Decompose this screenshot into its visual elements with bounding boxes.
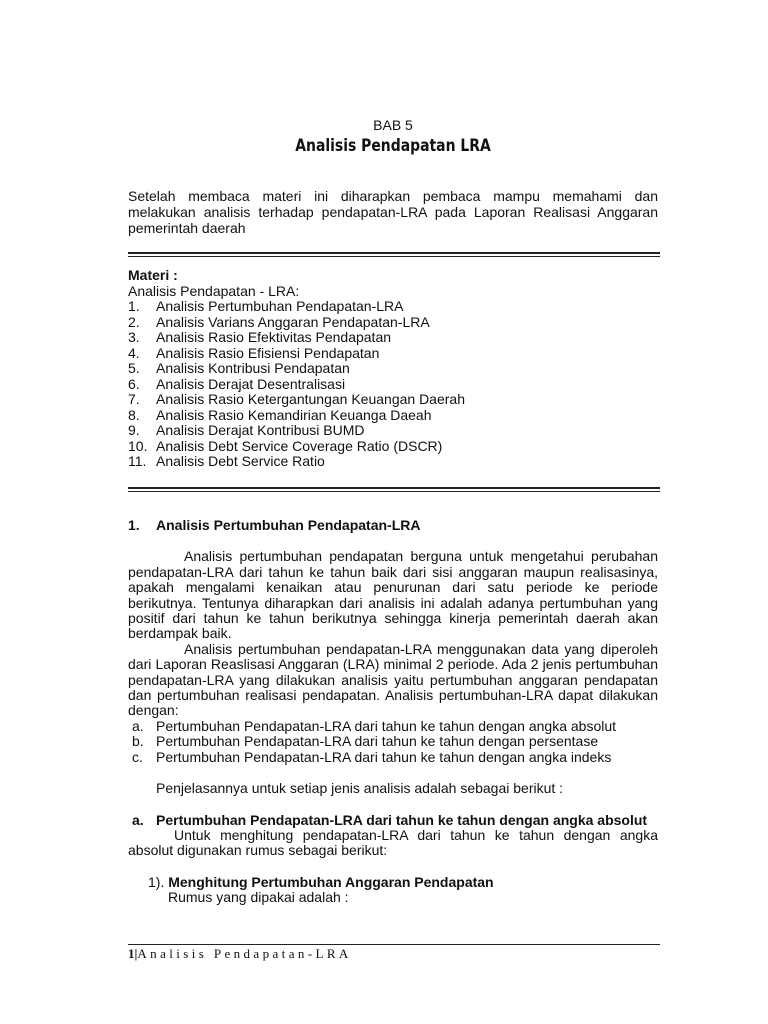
- list-number: 3.: [128, 329, 140, 345]
- list-item: [128, 330, 658, 346]
- list-item: [128, 377, 658, 393]
- subsection-title: Pertumbuhan Pendapatan-LRA dari tahun ke tahun dengan angka absolut: [156, 811, 648, 828]
- list-text: Analisis Derajat Kontribusi BUMD: [156, 422, 365, 438]
- page-number: 1: [128, 946, 135, 961]
- subsection-letter: a.: [132, 811, 144, 828]
- section-title: Analisis Pertumbuhan Pendapatan-LRA: [156, 517, 421, 533]
- page-title: Analisis Pendapatan LRA: [295, 136, 491, 156]
- section-heading: [128, 518, 658, 533]
- list-number: 6.: [128, 375, 140, 392]
- list-number: 1.: [128, 298, 140, 314]
- section-number: 1.: [128, 517, 140, 533]
- double-rule-bottom: [128, 487, 660, 492]
- list-number: 11.: [128, 453, 147, 469]
- list-text: Analisis Rasio Kemandirian Keuanga Daeah: [156, 406, 432, 423]
- list-item: [128, 454, 658, 470]
- list-text: Analisis Debt Service Ratio: [156, 453, 325, 469]
- list-item: [128, 346, 658, 362]
- list-item: [128, 734, 658, 749]
- list-text: Pertumbuhan Pendapatan-LRA dari tahun ke tahun dengan persentase: [156, 733, 599, 750]
- subsection-heading: [128, 813, 658, 828]
- footer-rule: [128, 944, 660, 945]
- list-number: 8.: [128, 406, 140, 423]
- list-text: Analisis Varians Anggaran Pendapatan-LRA: [156, 313, 430, 330]
- list-number: 2.: [128, 313, 140, 330]
- list-text: Analisis Rasio Efisiensi Pendapatan: [156, 344, 380, 361]
- subsection-text: Untuk menghitung pendapatan-LRA dari tahun ke tahun dengan angka absolut digunakan rumus sebagai berikut:: [128, 826, 658, 859]
- materi-subheading: Analisis Pendapatan - LRA:: [128, 282, 300, 299]
- list-item: [128, 299, 658, 315]
- list-text: Pertumbuhan Pendapatan-LRA dari tahun ke tahun dengan angka indeks: [156, 748, 612, 765]
- formula-title: Menghitung Pertumbuhan Anggaran Pendapatan: [168, 873, 494, 890]
- list-number: 9.: [128, 422, 140, 438]
- formula-heading: [128, 875, 658, 890]
- list-text: Analisis Derajat Desentralisasi: [156, 375, 346, 392]
- list-item: [128, 315, 658, 331]
- list-text: Analisis Rasio Efektivitas Pendapatan: [156, 329, 392, 345]
- list-item: [128, 719, 658, 734]
- list-number: 7.: [128, 391, 140, 407]
- list-text: Analisis Pertumbuhan Pendapatan-LRA: [156, 298, 404, 314]
- list-letter: a.: [132, 717, 144, 734]
- paragraph-1: Analisis pertumbuhan pendapatan berguna untuk mengetahui perubahan pendapatan-LRA dari tahun ke tahun baik dari sisi anggaran maupun realisasinya, apakah mengalami kenaikan atau penurunan dari satu periode ke periode berikutnya. Tentunya diharapkan dari analisis ini adalah adanya pertumbuhan yang positif dari tahun ke tahun berikutnya sehingga kinerja pemerintah daerah akan berdampak baik.: [128, 548, 658, 642]
- list-item: [128, 423, 658, 439]
- list-text: Analisis Debt Service Coverage Ratio (DSCR): [156, 437, 443, 454]
- chapter-label: BAB 5: [373, 117, 413, 133]
- list-item: [128, 750, 658, 765]
- list-letter: b.: [132, 733, 144, 750]
- section-1: [128, 518, 658, 906]
- list-text: Analisis Rasio Ketergantungan Keuangan Daerah: [156, 391, 465, 407]
- page-footer: [128, 946, 352, 962]
- footer-separator: |: [134, 946, 138, 961]
- list-text: Pertumbuhan Pendapatan-LRA dari tahun ke tahun dengan angka absolut: [156, 717, 617, 734]
- materi-list: [128, 299, 658, 470]
- formula-number: 1).: [148, 873, 165, 890]
- materi-heading: Materi :: [128, 267, 178, 283]
- paragraph-2: Analisis pertumbuhan pendapatan-LRA menggunakan data yang diperoleh dari Laporan Reaslisasi Anggaran (LRA) minimal 2 periode. Ada 2 jenis pertumbuhan pendapatan-LRA yang dilakukan analisis yaitu pertumbuhan anggaran pendapatan dan pertumbuhan realisasi pendapatan. Analisis pertumbuhan-LRA dapat dilakukan dengan:: [128, 640, 658, 719]
- list-item: [128, 392, 658, 408]
- method-list: [128, 719, 658, 765]
- list-item: [128, 439, 658, 455]
- footer-text: Analisis Pendapatan-LRA: [137, 946, 352, 961]
- intro-paragraph: Setelah membaca materi ini diharapkan pembaca mampu memahami dan melakukan analisis terhadap pendapatan-LRA pada Laporan Realisasi Anggaran pemerintah daerah: [128, 188, 658, 236]
- list-item: [128, 408, 658, 424]
- double-rule-top: [128, 252, 660, 257]
- materi-box: [128, 268, 658, 470]
- formula-text: Rumus yang dipakai adalah :: [168, 889, 349, 906]
- list-number: 5.: [128, 360, 140, 376]
- list-number: 4.: [128, 344, 140, 361]
- list-letter: c.: [132, 748, 143, 765]
- list-item: [128, 361, 658, 377]
- explanation-line: Penjelasannya untuk setiap jenis analisis adalah sebagai berikut :: [156, 780, 564, 797]
- list-number: 10.: [128, 437, 148, 454]
- list-text: Analisis Kontribusi Pendapatan: [156, 360, 350, 376]
